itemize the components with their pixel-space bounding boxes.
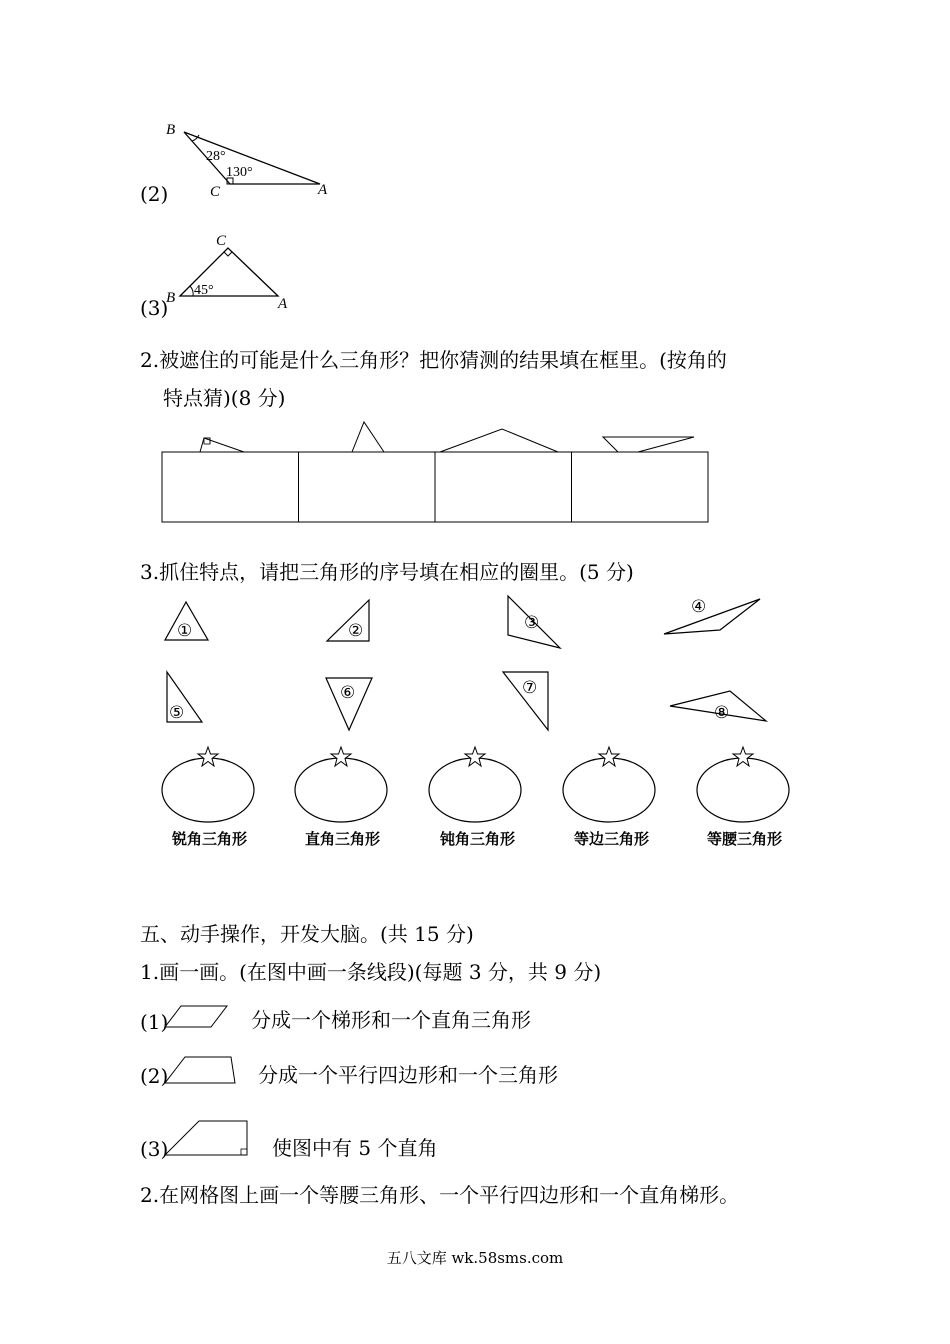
fig2-triangle [160, 118, 340, 202]
circle-equilateral [563, 747, 655, 822]
circle-label-isosceles: 等腰三角形 [707, 830, 783, 848]
fig2-label-C: C [210, 184, 221, 200]
fig2-number: (2) [140, 182, 169, 206]
triangle-1-number: ① [177, 621, 193, 641]
section5-title: 五、动手操作，开发大脑。(共 15 分) [140, 922, 474, 946]
fig2-label-B: B [166, 122, 176, 138]
draw-item-3-text: 使图中有 5 个直角 [272, 1136, 438, 1160]
draw-item-2-text: 分成一个平行四边形和一个三角形 [258, 1063, 558, 1087]
triangle-2-number: ② [348, 621, 364, 641]
draw-item-1-number: (1) [140, 1010, 169, 1034]
section5-q1-title: 1.画一画。(在图中画一条线段)(每题 3 分，共 9 分) [140, 960, 602, 984]
circle-right [295, 747, 387, 822]
draw-item-3-number: (3) [140, 1137, 169, 1161]
triangle-6-number: ⑥ [340, 683, 356, 703]
triangle-5-number: ⑤ [169, 703, 185, 723]
circle-label-equilateral: 等边三角形 [574, 830, 650, 848]
triangle-7-number: ⑦ [522, 678, 538, 698]
circle-obtuse [429, 747, 521, 822]
parallelogram-figure [163, 1004, 233, 1030]
fig2-angle-B: 28° [206, 149, 226, 164]
circle-isosceles [697, 747, 789, 822]
fig2-label-A: A [318, 182, 328, 198]
circle-label-acute: 锐角三角形 [172, 830, 248, 848]
category-circles [150, 740, 800, 830]
triangle-4-number: ④ [691, 597, 707, 617]
q2-line2: 特点猜)(8 分) [163, 386, 286, 410]
fig3-number: (3) [140, 296, 169, 320]
fig3-label-B: B [166, 290, 176, 306]
q3-title: 3.抓住特点，请把三角形的序号填在相应的圈里。(5 分) [140, 560, 634, 584]
triangle-4 [664, 599, 760, 634]
circle-label-obtuse: 钝角三角形 [440, 830, 516, 848]
trapezoid-figure [163, 1054, 239, 1086]
hidden-triangle-boxes [160, 418, 712, 528]
fig3-label-A: A [278, 296, 288, 312]
draw-item-2-number: (2) [140, 1064, 169, 1088]
triangle-3-number: ③ [524, 613, 540, 633]
circle-label-right: 直角三角形 [305, 830, 381, 848]
right-trapezoid-figure [163, 1118, 253, 1158]
circle-acute [162, 747, 254, 822]
section5-q2-title: 2.在网格图上画一个等腰三角形、一个平行四边形和一个直角梯形。 [140, 1183, 740, 1207]
triangle-8-number: ⑧ [714, 703, 730, 723]
fig3-angle-B: 45° [194, 283, 214, 298]
numbered-triangles [150, 590, 790, 740]
fig2-angle-C: 130° [226, 165, 253, 180]
q2-line1: 2.被遮住的可能是什么三角形？把你猜测的结果填在框里。(按角的 [140, 348, 727, 372]
fig3-triangle [160, 232, 300, 314]
fig3-label-C: C [216, 233, 227, 249]
footer-watermark: 五八文库 wk.58sms.com [386, 1249, 564, 1267]
draw-item-1-text: 分成一个梯形和一个直角三角形 [251, 1008, 531, 1032]
